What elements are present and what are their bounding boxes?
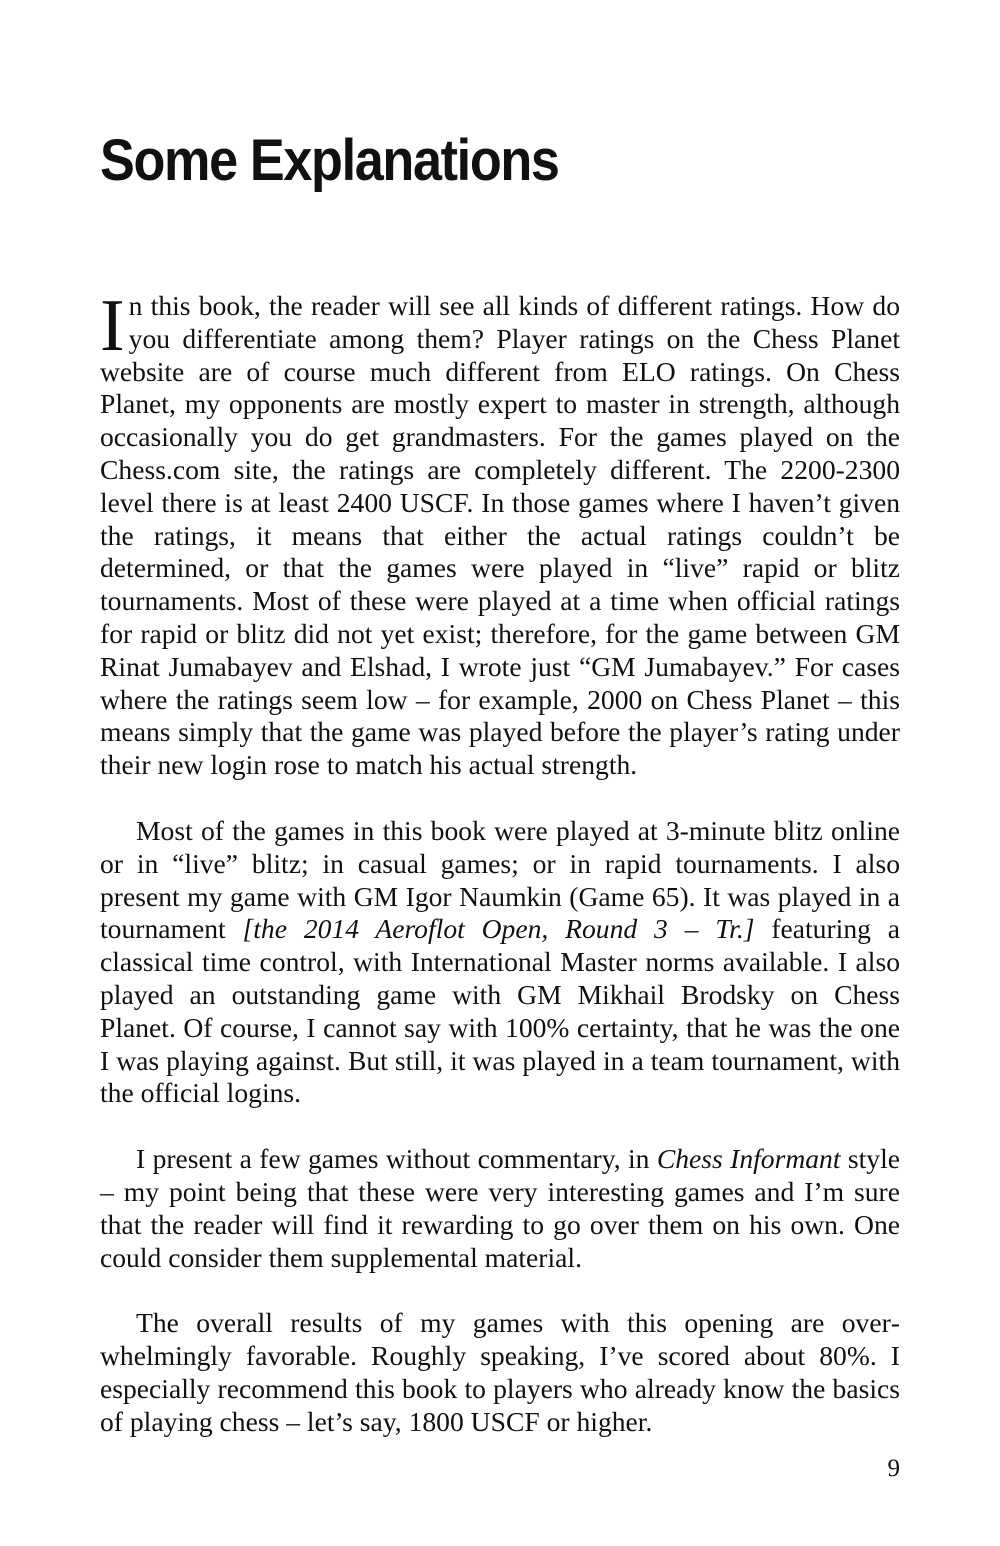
paragraph-2-text-end: featuring a classical time control, with International Master norms available. I also played an outstanding game with GM Mikhail Brodsky on Chess Planet. Of course, I cannot say with 100% certainty, that he was the one I was playing against. But still, it was played in a team tournament, with the official logins. (100, 913, 901, 1109)
paragraph-3-italic-title: Chess Informant (656, 1143, 841, 1175)
paragraph-3-text-end: style – my point being that these were very interesting games and I’m sure that the reader will find it rewarding to go over them on his own. One could consider them supplemental material. (100, 1143, 901, 1273)
paragraph-1-text: n this book, the reader will see all kinds of different ratings. How do you differentiate among them? Player ratings on the Chess Planet website are of course much different from ELO ratings. On Chess Planet, my opponents are mostly expert to master in strength, although occasionally you do get grandmasters. For the games played on the Chess.com site, the ratings are completely different. The 2200-2300 level there is at least 2400 USCF. In those games where I haven’t given the ratings, it means that either the actual ratings couldn’t be determined, or that the games were played in “live” rapid or blitz tournaments. Most of these were played at a time when official ratings for rapid or blitz did not yet exist; therefore, for the game between GM Rinat Jumabayev and Elshad, I wrote just “GM Jumabayev.” For cases where the ratings seem low – for example, 2000 on Chess Planet – this means simply that the game was played before the player’s rating under their new login rose to match his actual strength. (100, 290, 900, 781)
paragraph-1 (100, 285, 900, 782)
paragraph-3-text-start: I present a few games without commentary, in (136, 1143, 657, 1175)
paragraph-3 (100, 1143, 900, 1274)
paragraph-4 (100, 1307, 900, 1438)
page-number: 9 (887, 1455, 900, 1482)
paragraph-2 (100, 815, 900, 1110)
chapter-title: Some Explanations (100, 128, 559, 193)
paragraph-2-italic-note: [the 2014 Aeroflot Open, Round 3 – Tr.] (242, 913, 755, 945)
paragraph-4-text: The overall results of my games with this opening are overwhelmingly favorable. Roughly speaking, I’ve scored about 80%. I especially recommend this book to players who already know the basics of playing chess – let’s say, 1800 USCF or higher. (100, 1307, 900, 1437)
paragraph-2-text-start: Most of the games in this book were played at 3-minute blitz online or in “live” blitz; in casual games; or in rapid tournaments. I also present my game with GM Igor Naumkin (Game 65). It was played in a tournament (100, 814, 900, 945)
drop-cap: I (100, 285, 125, 367)
chapter-body (100, 285, 901, 1472)
